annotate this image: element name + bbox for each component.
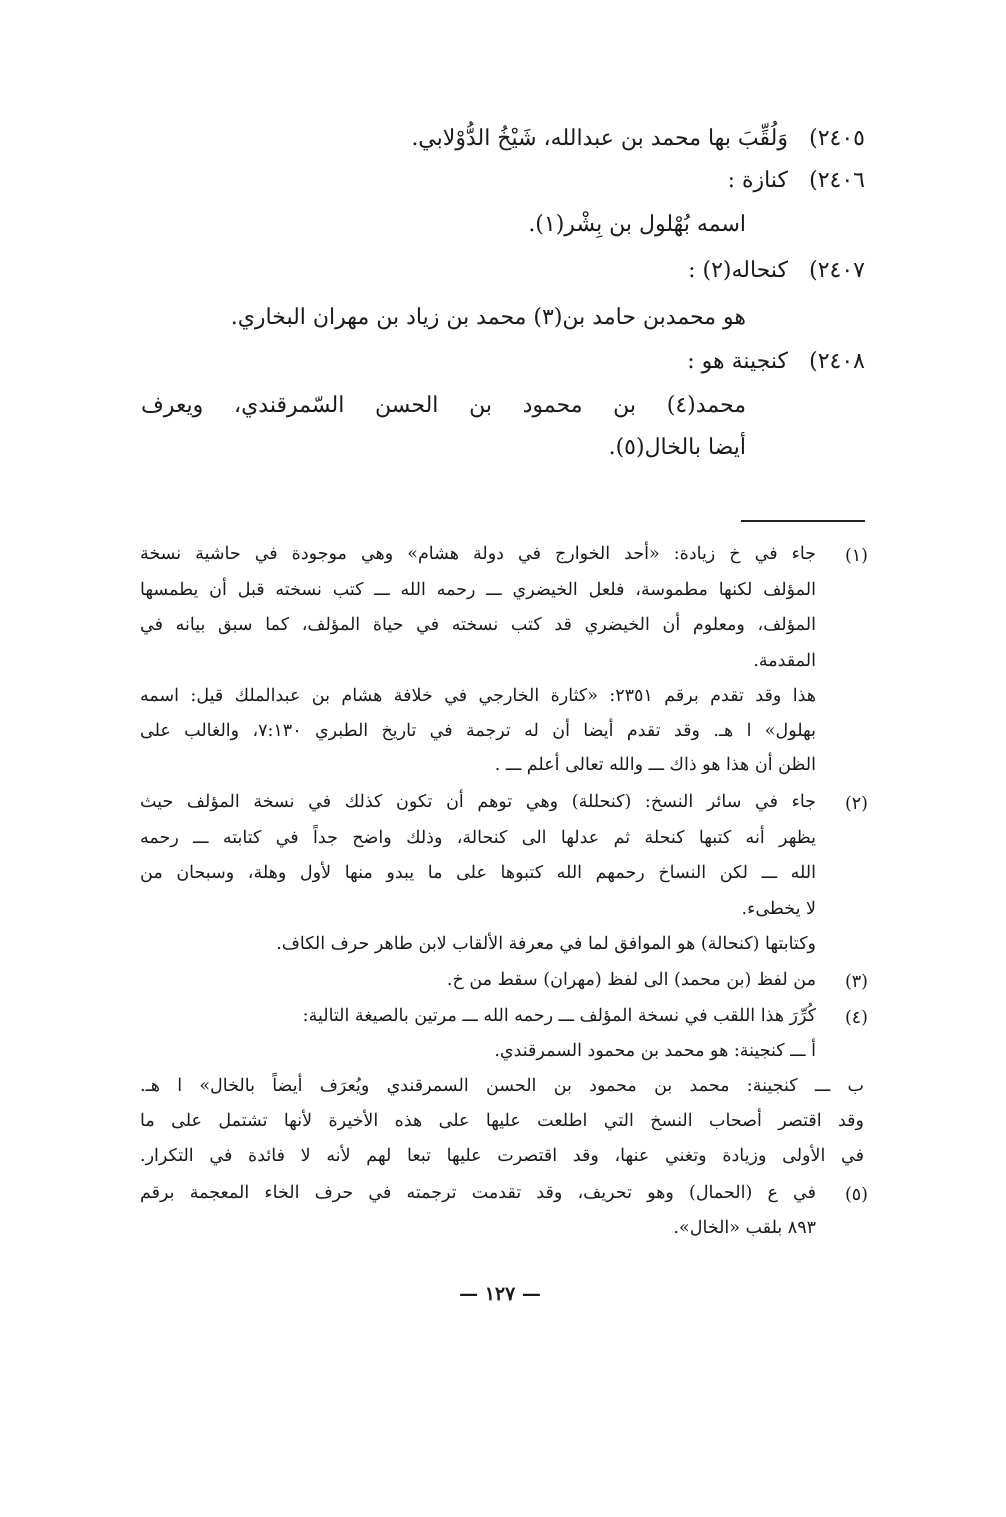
footnote-4-line-4: وقد اقتصر أصحاب النسخ التي اطلعت عليها على هذه الأخيرة لأنها تشتمل على ما [140, 1111, 864, 1131]
footnote-4-number: (٤) [844, 1008, 868, 1028]
footnote-1-line-4: المقدمة. [753, 651, 816, 671]
footnote-5-line-2: ٨٩٣ بلقب «الخال». [673, 1218, 816, 1238]
page-number: — ١٢٧ — [459, 1283, 541, 1305]
entry-2405-number: ٢٤٠٥) [809, 126, 865, 151]
entry-2405-text: وَلُقِّبَ بها محمد بن عبدالله، شَيْخُ الدُّوْلابي. [411, 126, 788, 151]
entry-2408-text: كنجينة هو : [687, 349, 788, 374]
entry-2407-text: كنحاله(٢) : [688, 258, 788, 283]
footnote-2-line-3: الله ـــ لكن النساخ رحمهم الله كتبوها على ما يبدو منها لأول وهلة، وسبحان من [140, 863, 816, 883]
entry-2408-body-line-2: أيضا بالخال(٥). [608, 435, 746, 460]
footnote-1-line-7: الظن أن هذا هو ذاك ـــ والله تعالى أعلم ـــ . [494, 755, 816, 775]
footnote-2-line-1: جاء في سائر النسخ: (كنحللة) وهي توهم أن تكون كذلك في نسخة المؤلف حيث [140, 792, 816, 812]
footnote-separator [741, 520, 865, 522]
footnote-4-line-5: في الأولى وزيادة وتغني عنها، وقد اقتصرت عليها تبعا لهم لأنه لا فائدة في التكرار. [140, 1146, 864, 1166]
footnote-1-line-2: المؤلف لكنها مطموسة، فلعل الخيضري ـــ رحمه الله ـــ كتب نسخته قبل أن يطمسها [140, 580, 816, 600]
footnote-5-line-1: في ع (الحمال) وهو تحريف، وقد تقدمت ترجمته في حرف الخاء المعجمة برقم [140, 1183, 816, 1203]
entry-2406-number: ٢٤٠٦) [809, 168, 865, 193]
footnote-1-line-3: المؤلف، ومعلوم أن الخيضري قد كتب نسخته في حياة المؤلف، كما سبق بيانه في [140, 615, 816, 635]
footnote-3-line-1: من لفظ (بن محمد) الى لفظ (مهران) سقط من خ. [446, 970, 816, 990]
entry-2408-body-line-1: محمد(٤) بن محمود بن الحسن السّمرقندي، ويعرف [141, 393, 746, 418]
footnote-1-line-1: جاء في خ زيادة: «أحد الخوارج في دولة هشام» وهي موجودة في حاشية نسخة [140, 544, 816, 564]
entry-2406-text: كنازة : [727, 168, 788, 193]
footnote-5-number: (٥) [844, 1185, 868, 1205]
footnote-4-line-1: كُرِّرَ هذا اللقب في نسخة المؤلف ـــ رحمه الله ـــ مرتين بالصيغة التالية: [302, 1006, 816, 1026]
footnote-2-number: (٢) [844, 794, 868, 814]
entry-2407-number: ٢٤٠٧) [809, 258, 865, 283]
entry-2408-number: ٢٤٠٨) [809, 349, 865, 374]
footnote-1-line-5: هذا وقد تقدم برقم ٢٣٥١: «كثارة الخارجي في خلافة هشام بن عبدالملك قيل: اسمه [140, 686, 817, 706]
footnote-3-number: (٣) [844, 972, 868, 992]
entry-2406-body: اسمه بُهْلول بن بِشْر(١). [528, 212, 746, 237]
footnote-4-line-2: أ ـــ كنجينة: هو محمد بن محمود السمرقندي. [494, 1041, 816, 1061]
footnote-2-line-2: يظهر أنه كتبها كنحلة ثم عدلها الى كنحالة، وذلك واضح جداً في كتابته ـــ رحمه [140, 828, 816, 848]
footnote-2-line-4: لا يخطىء. [741, 899, 816, 919]
entry-2407-body: هو محمدبن حامد بن(٣) محمد بن زياد بن مهران البخاري. [230, 305, 746, 330]
footnote-1-line-6: بهلول» ا هـ. وقد تقدم أيضا أن له ترجمة في تاريخ الطبري ٧:١٣٠، والغالب على [140, 721, 816, 741]
footnote-4-line-3: ب ـــ كنجينة: محمد بن محمود بن الحسن السمرقندي ويُعرَف أيضاً بالخال» ا هـ. [140, 1076, 864, 1096]
footnote-1-number: (١) [844, 546, 868, 566]
footnote-2-line-5: وكتابتها (كنحالة) هو الموافق لما في معرفة الألقاب لابن طاهر حرف الكاف. [276, 934, 816, 954]
